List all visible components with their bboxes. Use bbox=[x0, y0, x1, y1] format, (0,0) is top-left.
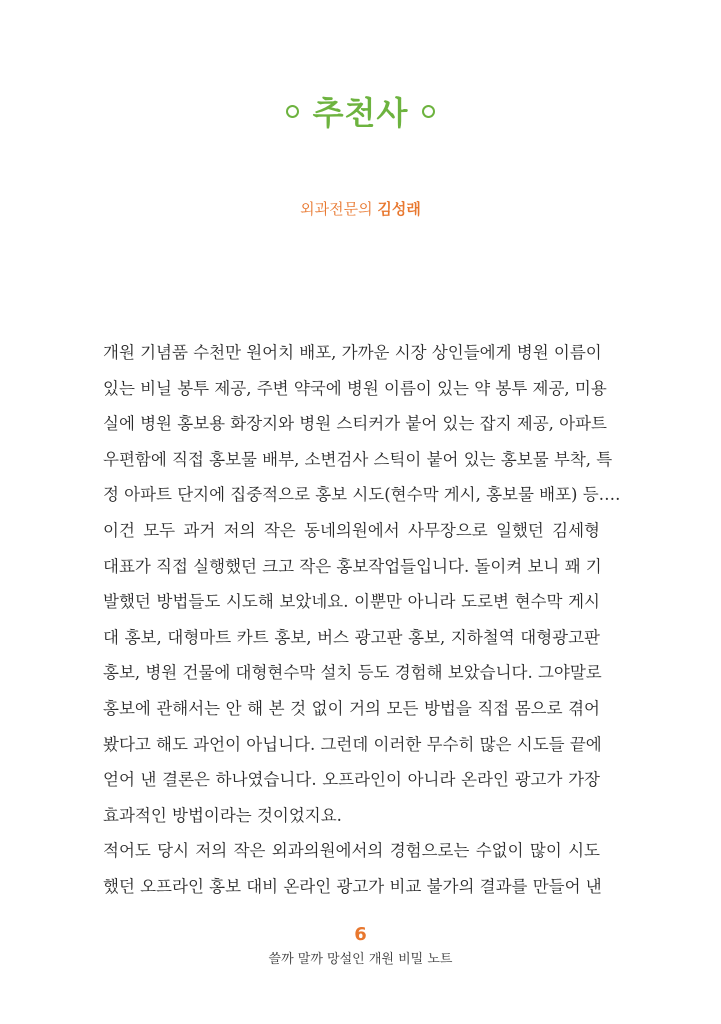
left-circle-ornament bbox=[286, 105, 299, 118]
text-line: 개원 기념품 수천만 원어치 배포, 가까운 시장 상인들에게 병원 이름이 bbox=[103, 343, 602, 362]
author-role: 외과전문의 bbox=[300, 200, 378, 218]
running-footer-book-title: 쓸까 말까 망설인 개원 비밀 노트 bbox=[268, 952, 453, 967]
text-line: 적어도 당시 저의 작은 외과의원에서의 경험으로는 수없이 많이 시도 bbox=[103, 841, 600, 861]
author-credit bbox=[0, 198, 721, 219]
text-line: 홍보, 병원 건물에 대형현수막 설치 등도 경험해 보았습니다. 그야말로 bbox=[103, 663, 602, 683]
right-circle-ornament bbox=[422, 105, 435, 118]
text-line: 이건 모두 과거 저의 작은 동네의원에서 사무장으로 일했던 김세형 bbox=[103, 520, 600, 540]
text-line: 있는 비닐 봉투 제공, 주변 약국에 병원 이름이 있는 약 봉투 제공, 미용 bbox=[103, 378, 607, 398]
page-number: 6 bbox=[354, 924, 367, 945]
body-text bbox=[103, 335, 621, 905]
text-line: 대표가 직접 실행했던 크고 작은 홍보작업들입니다. 돌이켜 보니 꽤 기 bbox=[103, 556, 602, 576]
text-line: 홍보에 관해서는 안 해 본 것 없이 거의 모든 방법을 직접 몸으로 겪어 bbox=[103, 698, 600, 718]
text-line: 실에 병원 홍보용 화장지와 병원 스티커가 붙어 있는 잡지 제공, 아파트 bbox=[103, 414, 607, 434]
text-line: 효과적인 방법이라는 것이었지요. bbox=[103, 805, 342, 825]
text-line: 봤다고 해도 과언이 아닙니다. 그런데 이러한 무수히 많은 시도들 끝에 bbox=[103, 734, 602, 754]
chapter-title: 추천사 bbox=[312, 94, 409, 132]
text-line: 얻어 낸 결론은 하나였습니다. 오프라인이 아니라 온라인 광고가 가장 bbox=[103, 770, 600, 790]
chapter-heading bbox=[0, 88, 721, 134]
text-line: 대 홍보, 대형마트 카트 홍보, 버스 광고판 홍보, 지하철역 대형광고판 bbox=[103, 627, 600, 647]
text-line: 했던 오프라인 홍보 대비 온라인 광고가 비교 불가의 결과를 만들어 낸 bbox=[103, 876, 602, 896]
text-line: 우편함에 직접 홍보물 배부, 소변검사 스틱이 붙어 있는 홍보물 부착, 특 bbox=[103, 449, 613, 469]
text-line: 발했던 방법들도 시도해 보았네요. 이뿐만 아니라 도로변 현수막 게시 bbox=[103, 592, 600, 612]
author-name: 김성래 bbox=[377, 200, 421, 218]
text-line: 정 아파트 단지에 집중적으로 홍보 시도(현수막 게시, 홍보물 배포) 등…. bbox=[103, 485, 621, 505]
